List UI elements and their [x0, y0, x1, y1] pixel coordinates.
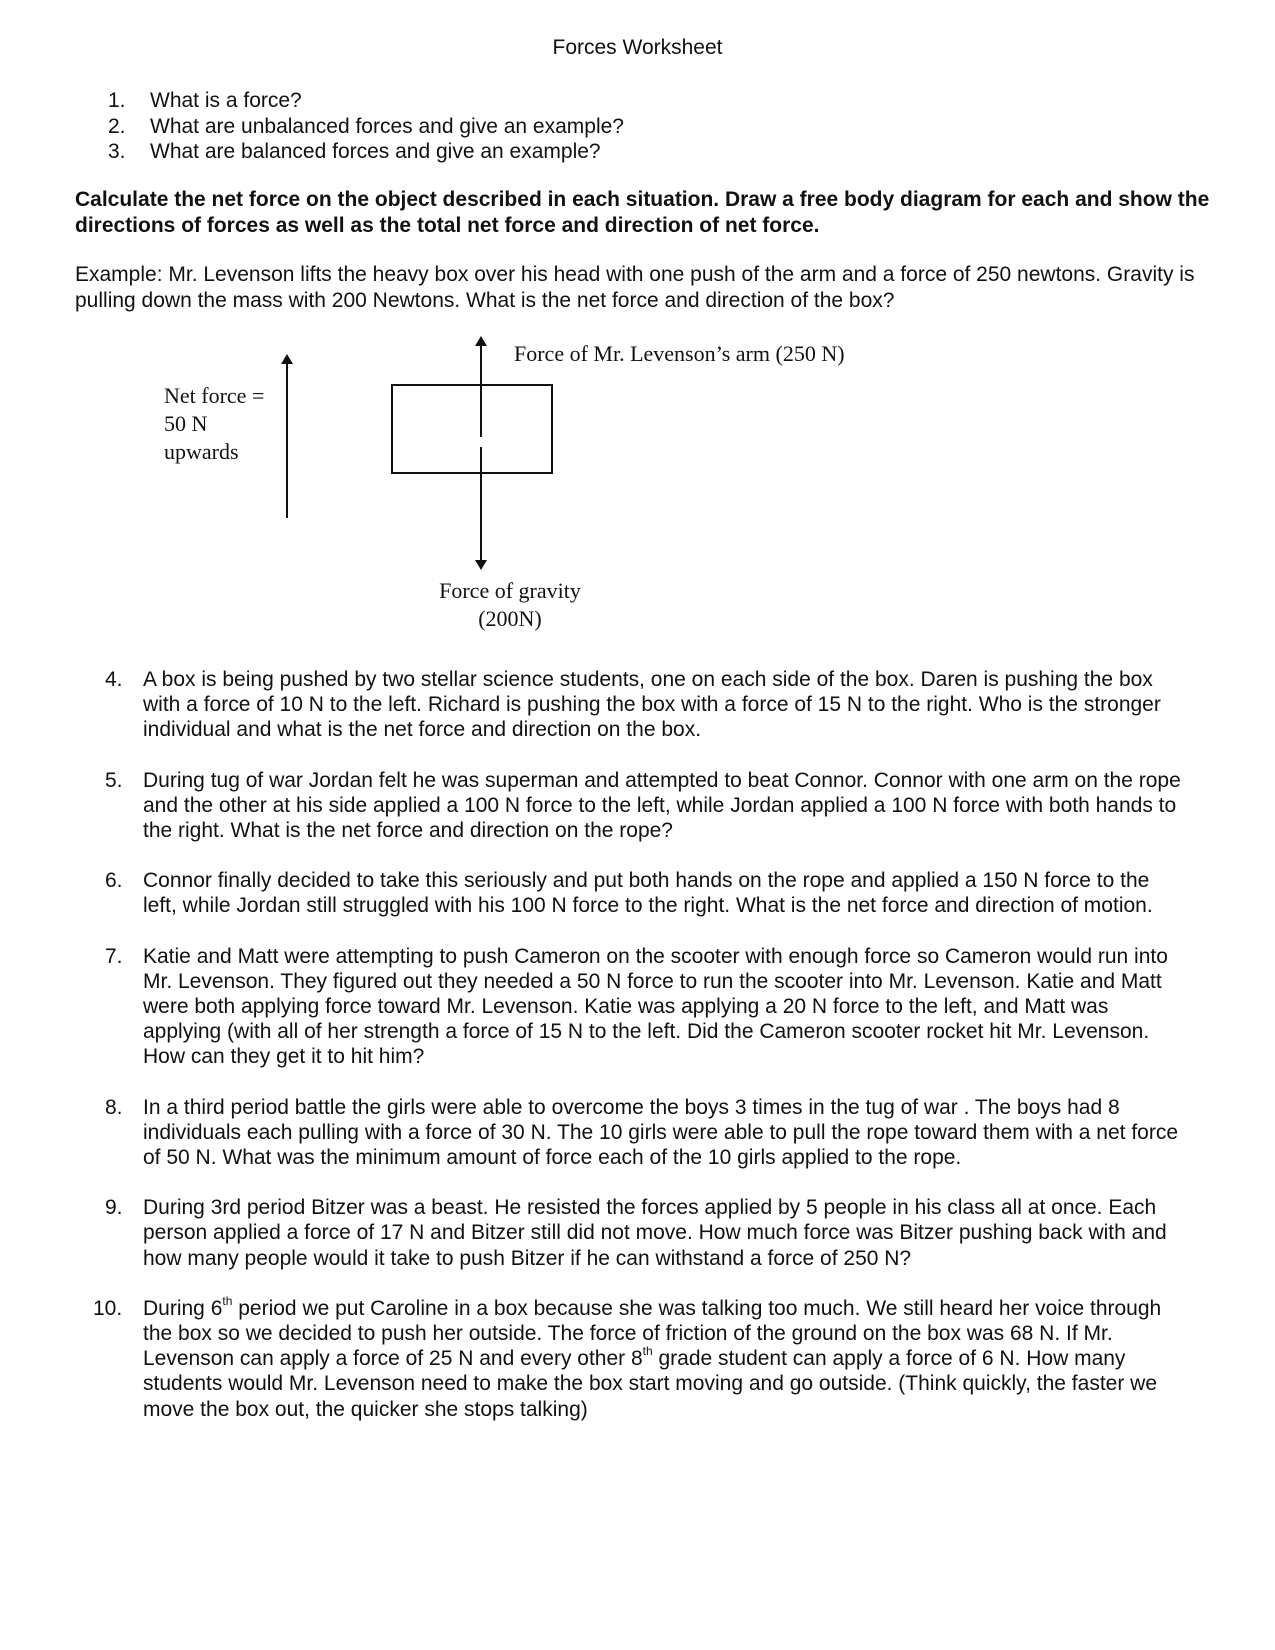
question-number: 8. — [105, 1095, 123, 1119]
net-force-label — [164, 382, 304, 466]
question-text: Katie and Matt were attempting to push Cameron on the scooter with enough force so Cameron would run into Mr. Levenson. They figured out they needed a 50 N force to run the scooter into Mr. Levenson. Katie and Matt were both applying force toward Mr. Levenson. Katie was applying a 20 N force to the left, and Matt was applying (with all of her strength a force of 15 N to the left. Did the Cameron scooter rocket hit Mr. Levenson. How can they get it to hit him? — [143, 944, 1168, 1069]
list-item — [105, 1195, 1185, 1271]
question-text: During tug of war Jordan felt he was superman and attempted to beat Connor. Connor with one arm on the rope and the other at his side applied a 100 N force to the left, while Jordan applied a 100 N force with both hands to the right. What is the net force and direction on the rope? — [143, 768, 1181, 843]
gravity-label — [425, 577, 595, 633]
question-number: 1. — [108, 89, 126, 112]
question-text: A box is being pushed by two stellar science students, one on each side of the box. Daren is pushing the box with a force of 10 N to the left. Richard is pushing the box with a force of 15 N to the right. Who is the stronger individual and what is the net force and direction on the box. — [143, 668, 1161, 742]
intro-question-list — [108, 88, 1208, 165]
question-number: 4. — [105, 668, 123, 691]
page-title: Forces Worksheet — [552, 36, 723, 59]
question-list — [93, 667, 1185, 1447]
list-item — [108, 88, 1208, 114]
question-number: 9. — [105, 1196, 123, 1220]
net-force-line: upwards — [164, 439, 239, 464]
question-text: What are unbalanced forces and give an example? — [150, 114, 624, 138]
instructions: Calculate the net force on the object described in each situation. Draw a free body diagram for each and show the directions of forces as well as the total net force and direction of net force. — [75, 188, 1210, 237]
list-item — [105, 868, 1185, 918]
gravity-label-line: (200N) — [478, 606, 542, 631]
box-shape — [392, 385, 552, 473]
question-text: During 6th period we put Caroline in a box because she was talking too much. We still heard her voice through the box so we decided to push her outside. The force of friction of the ground on the box was 68 N. If Mr. Levenson can apply a force of 25 N and every other 8th grade student can apply a force of 6 N. How many students would Mr. Levenson need to make the box start moving and go outside. (Think quickly, the faster we move the box out, the quicker she stops talking) — [143, 1293, 1162, 1421]
question-number: 5. — [105, 768, 123, 792]
net-force-line: 50 N — [164, 411, 208, 436]
question-number: 6. — [105, 869, 123, 893]
net-force-line: Net force = — [164, 383, 265, 408]
list-item — [105, 944, 1185, 1070]
gravity-label-line: Force of gravity — [439, 578, 581, 603]
question-number: 3. — [108, 140, 126, 163]
example-text: Example: Mr. Levenson lifts the heavy box over his head with one push of the arm and a force of 250 newtons. Gravity is pulling down the mass with 200 Newtons. What is the net force and direction of the box? — [75, 263, 1195, 312]
list-item — [108, 114, 1208, 140]
question-number: 10. — [93, 1296, 123, 1320]
list-item — [105, 768, 1185, 844]
question-number: 7. — [105, 944, 123, 968]
question-number: 2. — [108, 114, 126, 138]
question-text: During 3rd period Bitzer was a beast. He resisted the forces applied by 5 people in his class all at once. Each person applied a force of 17 N and Bitzer still did not move. How much force was Bitzer pushing back with and how many people would it take to push Bitzer if he can withstand a force of 250 N? — [143, 1196, 1167, 1270]
question-text: In a third period battle the girls were able to overcome the boys 3 times in the tug of war . The boys had 8 individuals each pulling with a force of 30 N. The 10 girls were able to pull the rope toward them with a net force of 50 N. What was the minimum amount of force each of the 10 girls applied to the rope. — [143, 1095, 1179, 1170]
free-body-diagram — [140, 335, 940, 655]
list-item — [93, 1293, 1185, 1422]
list-item — [108, 139, 1208, 165]
list-item — [105, 667, 1185, 743]
question-text: Connor finally decided to take this seriously and put both hands on the rope and applied a 150 N force to the left, while Jordan still struggled with his 100 N force to the right. What is the net force and direction of motion. — [143, 869, 1153, 918]
list-item — [105, 1095, 1185, 1171]
question-text: What is a force? — [150, 89, 302, 112]
arm-force-label: Force of Mr. Levenson’s arm (250 N) — [514, 341, 845, 366]
question-text: What are balanced forces and give an example? — [150, 140, 601, 163]
